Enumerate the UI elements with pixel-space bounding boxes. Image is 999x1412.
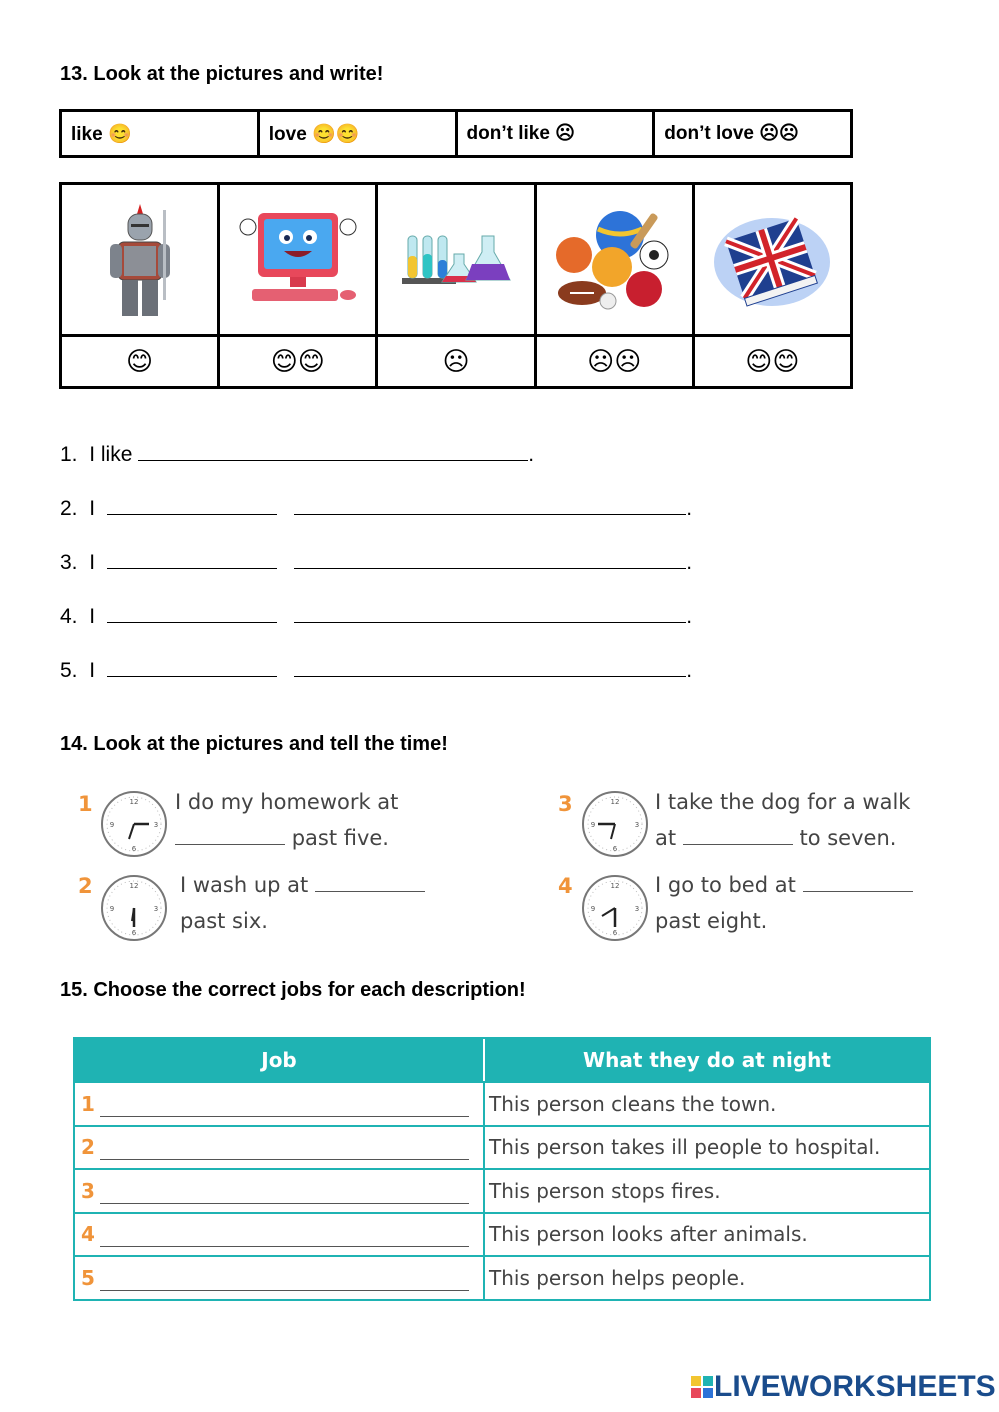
svg-text:12: 12 (129, 798, 139, 806)
table-row: 5 This person helps people. (75, 1255, 929, 1299)
header-job: Job (75, 1039, 485, 1081)
key-like: like 😊 (62, 112, 260, 155)
svg-text:6: 6 (131, 845, 137, 853)
jobs-table (73, 1037, 931, 1301)
time-question-3: I take the dog for a walk at to seven. (655, 790, 911, 850)
rating-faces: ☹☹ (537, 337, 695, 386)
science-flasks-icon (396, 220, 516, 300)
sentence-2: 2. I . (60, 494, 692, 521)
svg-text:12: 12 (129, 882, 139, 890)
liveworksheets-logo: LIVEWORKSHEETS (690, 1370, 996, 1404)
answer-blank[interactable] (683, 826, 793, 845)
time-question-4: I go to bed at past eight. (655, 873, 913, 933)
rating-faces: 😊 (62, 337, 220, 386)
svg-text:3: 3 (634, 905, 640, 913)
sentence-3: 3. I . (60, 548, 692, 575)
section-13-title: 13. Look at the pictures and write! (60, 63, 384, 85)
clock-icon (99, 873, 169, 943)
svg-text:9: 9 (590, 821, 596, 829)
rating-faces: 😊😊 (220, 337, 378, 386)
answer-blank[interactable] (294, 494, 686, 515)
item-number: 1 (78, 792, 93, 816)
section-14-title: 14. Look at the pictures and tell the time! (60, 733, 448, 755)
clock-icon (580, 789, 650, 859)
picture-cell (62, 185, 220, 334)
svg-text:6: 6 (131, 929, 137, 937)
answer-blank[interactable] (315, 873, 425, 892)
clock-icon (580, 873, 650, 943)
table-row: 3 This person stops fires. (75, 1168, 929, 1212)
table-row: 2 This person takes ill people to hospital. (75, 1125, 929, 1169)
item-number: 4 (558, 874, 573, 898)
answer-blank[interactable] (138, 440, 528, 461)
logo-icon (690, 1375, 714, 1399)
svg-text:3: 3 (634, 821, 640, 829)
svg-text:9: 9 (109, 905, 115, 913)
answer-blank[interactable] (107, 494, 277, 515)
item-number: 3 (558, 792, 573, 816)
answer-blank[interactable] (294, 656, 686, 677)
svg-text:6: 6 (612, 929, 618, 937)
computer-icon (234, 205, 362, 315)
pictures-table (59, 182, 853, 389)
picture-cell (695, 185, 850, 334)
rating-faces: ☹ (378, 337, 536, 386)
picture-cell (220, 185, 378, 334)
sports-balls-icon (552, 205, 676, 315)
item-number: 2 (78, 874, 93, 898)
clock-icon (99, 789, 169, 859)
answer-blank[interactable] (100, 1203, 469, 1204)
time-question-2: I wash up at past six. (180, 873, 425, 933)
table-row: 1 This person cleans the town. (75, 1081, 929, 1125)
picture-cell (378, 185, 536, 334)
answer-blank[interactable] (100, 1246, 469, 1247)
answer-blank[interactable] (100, 1290, 469, 1291)
answer-blank[interactable] (175, 826, 285, 845)
sentence-5: 5. I . (60, 656, 692, 683)
answer-blank[interactable] (294, 602, 686, 623)
svg-text:6: 6 (612, 845, 618, 853)
answer-blank[interactable] (107, 602, 277, 623)
svg-text:12: 12 (610, 798, 620, 806)
answer-blank[interactable] (294, 548, 686, 569)
picture-cell (537, 185, 695, 334)
english-book-icon (710, 208, 834, 312)
table-row: 4 This person looks after animals. (75, 1212, 929, 1256)
svg-text:3: 3 (153, 821, 159, 829)
answer-blank[interactable] (100, 1159, 469, 1160)
key-dont-like: don’t like ☹ (458, 112, 656, 155)
svg-text:3: 3 (153, 905, 159, 913)
answer-blank[interactable] (107, 548, 277, 569)
sentence-1: 1. I like . (60, 440, 534, 467)
sentence-4: 4. I . (60, 602, 692, 629)
rating-faces: 😊😊 (745, 346, 800, 377)
key-table (59, 109, 853, 158)
answer-blank[interactable] (803, 873, 913, 892)
time-question-1: I do my homework at past five. (175, 790, 399, 850)
svg-text:9: 9 (590, 905, 596, 913)
key-love: love 😊😊 (260, 112, 458, 155)
svg-text:12: 12 (610, 882, 620, 890)
header-description: What they do at night (583, 1048, 831, 1072)
key-dont-love: don’t love ☹☹ (664, 123, 799, 144)
answer-blank[interactable] (107, 656, 277, 677)
answer-blank[interactable] (100, 1116, 469, 1117)
section-15-title: 15. Choose the correct jobs for each description! (60, 979, 526, 1001)
svg-text:9: 9 (109, 821, 115, 829)
knight-icon (100, 200, 180, 320)
